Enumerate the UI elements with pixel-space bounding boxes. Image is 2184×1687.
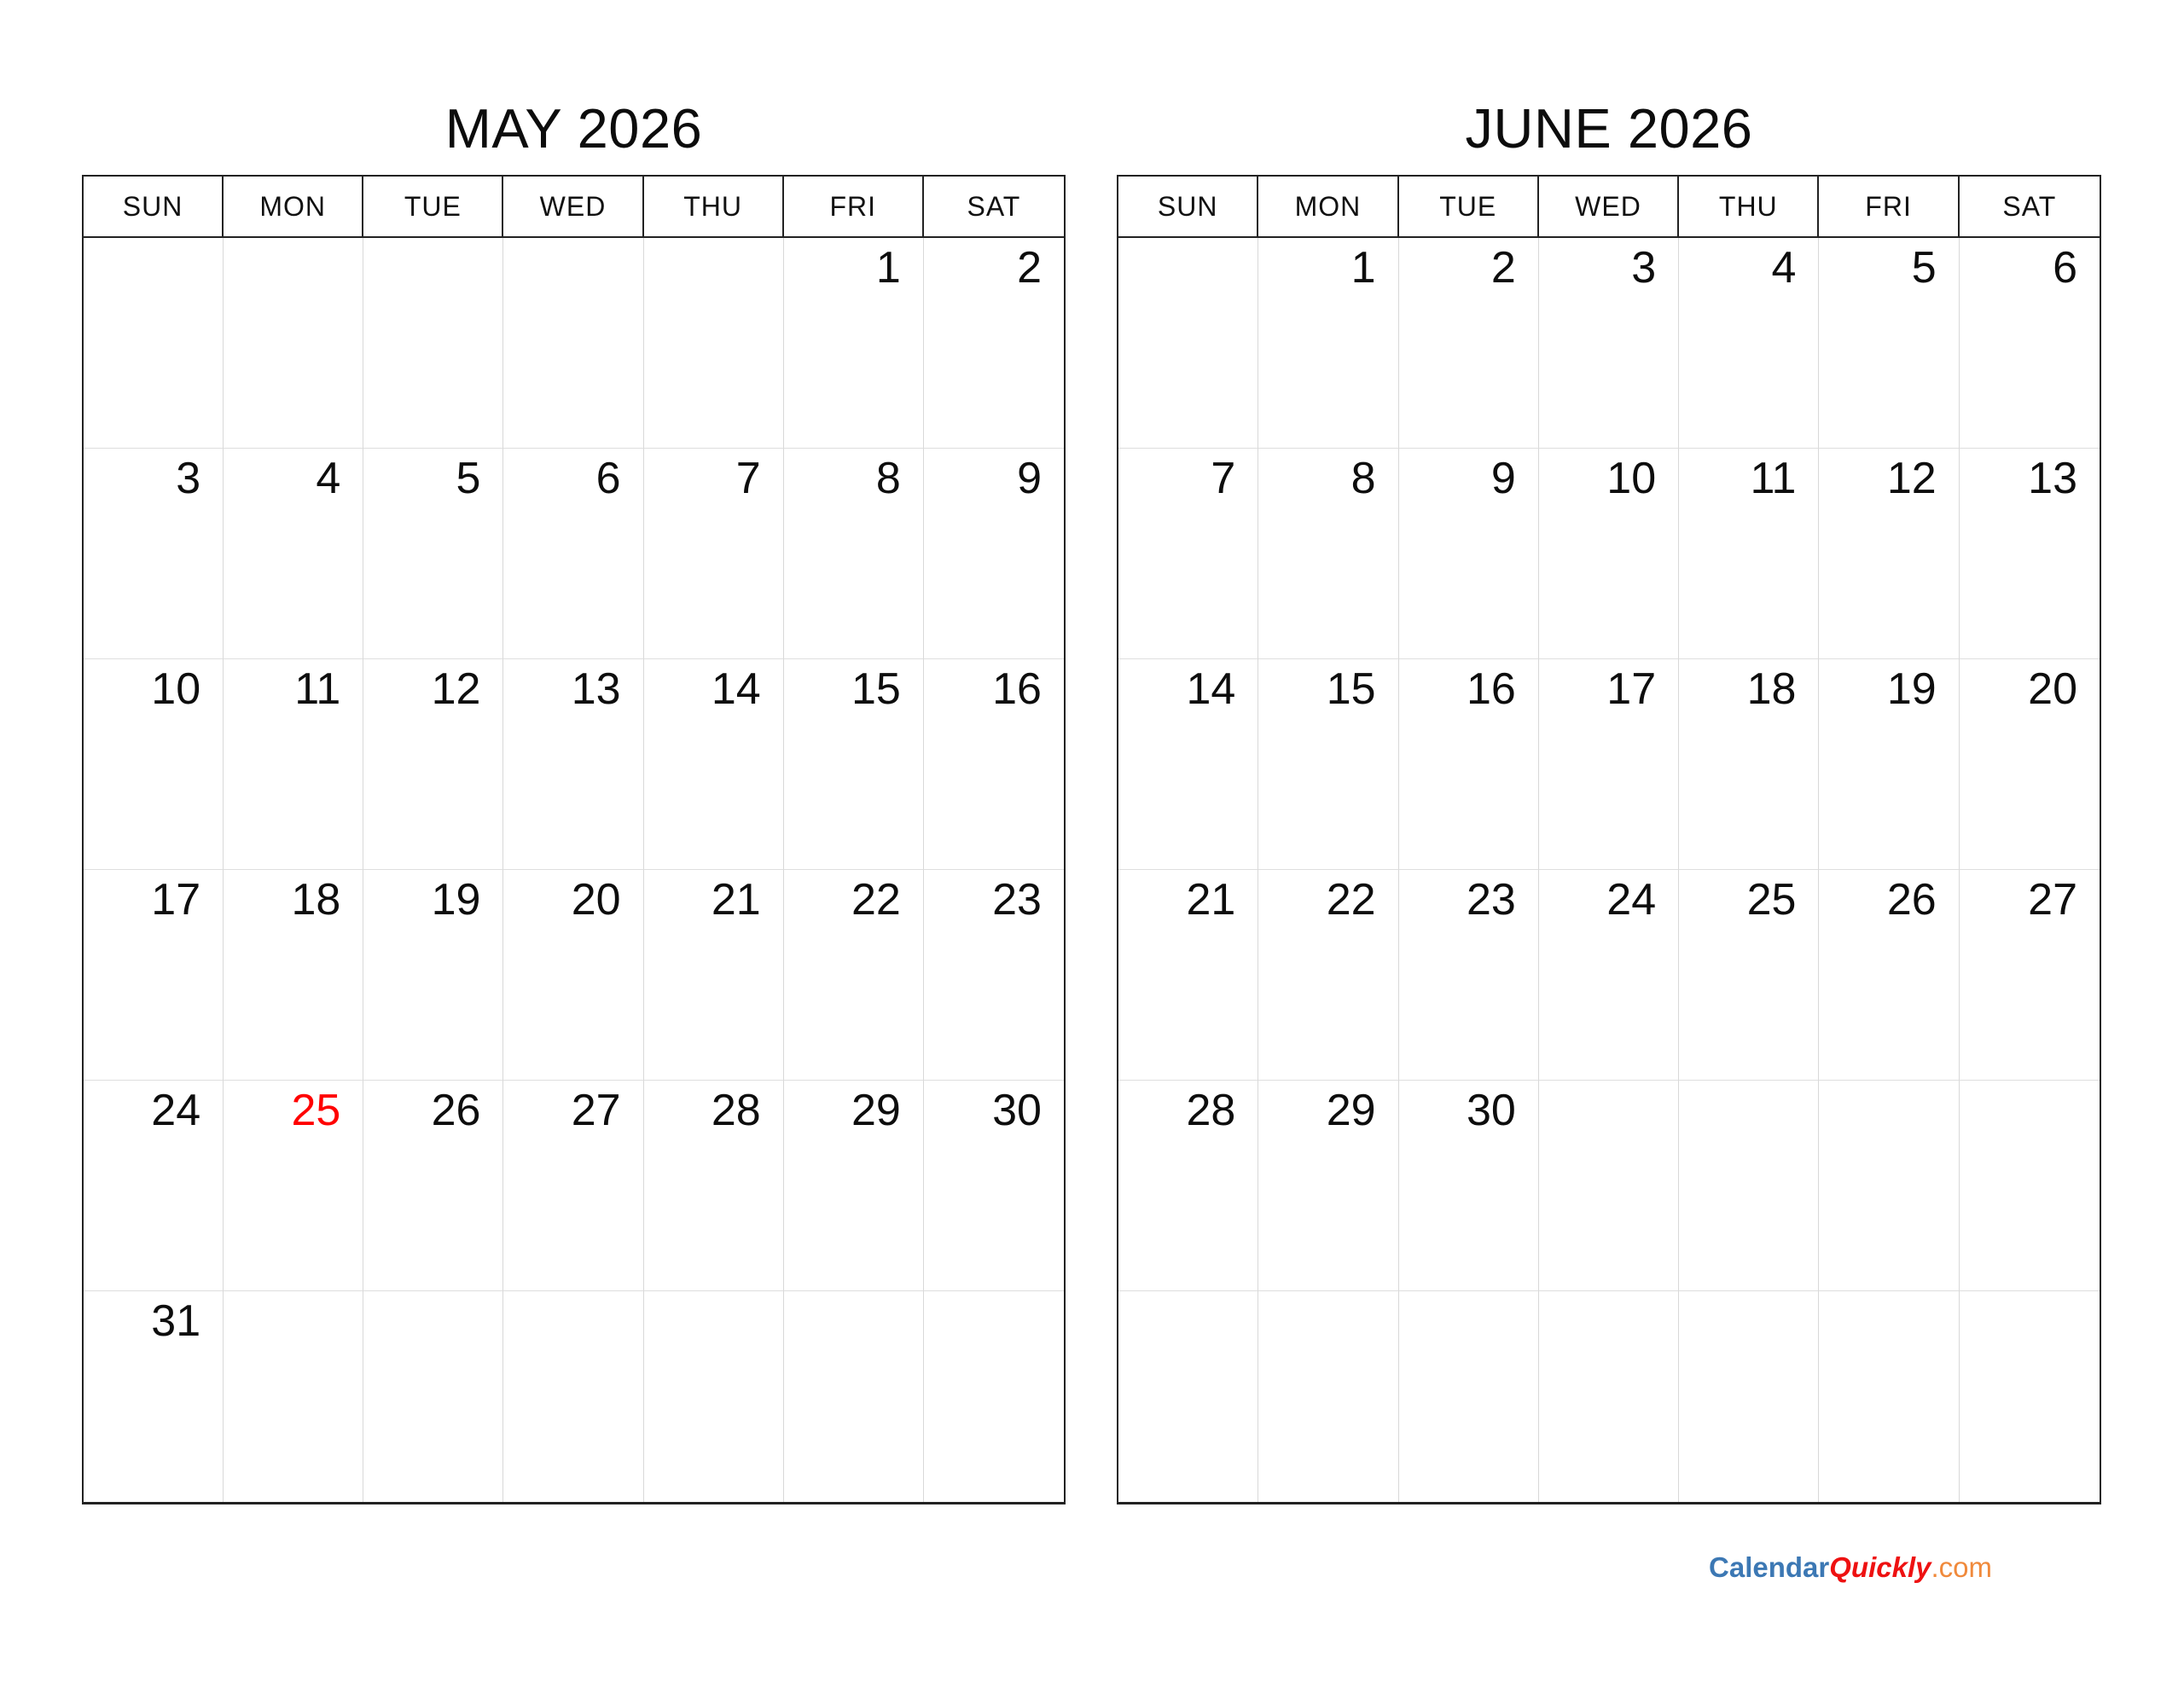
day-cell-empty [1819,1081,1959,1291]
day-cell-28: 28 [1118,1081,1258,1291]
day-cell-empty [1539,1291,1679,1502]
day-cell-empty [363,1291,503,1502]
day-cell-29: 29 [784,1081,924,1291]
day-cell-empty [1118,1291,1258,1502]
day-cell-empty [1679,1291,1819,1502]
day-cell-31: 31 [84,1291,224,1502]
day-cell-empty [644,238,784,449]
weekday-header-mon: MON [1258,177,1398,238]
day-cell-13: 13 [503,659,643,870]
day-cell-25: 25 [224,1081,363,1291]
day-cell-15: 15 [784,659,924,870]
day-cell-21: 21 [1118,870,1258,1081]
day-cell-empty [1118,238,1258,449]
day-cell-3: 3 [84,449,224,659]
day-cell-empty [1960,1291,2100,1502]
day-cell-empty [363,238,503,449]
day-cell-15: 15 [1258,659,1398,870]
day-cell-empty [1679,1081,1819,1291]
day-cell-29: 29 [1258,1081,1398,1291]
day-cell-9: 9 [924,449,1064,659]
day-cell-16: 16 [924,659,1064,870]
day-cell-25: 25 [1679,870,1819,1081]
day-cell-14: 14 [644,659,784,870]
day-cell-empty [784,1291,924,1502]
day-cell-24: 24 [1539,870,1679,1081]
day-cell-empty [924,1291,1064,1502]
day-cell-22: 22 [1258,870,1398,1081]
day-cell-12: 12 [363,659,503,870]
day-cell-empty [1399,1291,1539,1502]
day-cell-2: 2 [1399,238,1539,449]
day-cell-7: 7 [644,449,784,659]
month-may-2026 [82,81,1066,1504]
site-logo[interactable] [1709,1551,1992,1585]
day-cell-19: 19 [363,870,503,1081]
day-cell-30: 30 [924,1081,1064,1291]
month-title: MAY 2026 [444,96,703,159]
day-cell-2: 2 [924,238,1064,449]
weekday-header-sat: SAT [924,177,1064,238]
weekday-header-fri: FRI [784,177,924,238]
month-grid [82,175,1066,1504]
day-cell-30: 30 [1399,1081,1539,1291]
weekday-header-sat: SAT [1960,177,2100,238]
day-cell-empty [1960,1081,2100,1291]
day-cell-empty [503,1291,643,1502]
day-cell-24: 24 [84,1081,224,1291]
day-cell-1: 1 [1258,238,1398,449]
weekday-header-mon: MON [224,177,363,238]
day-cell-1: 1 [784,238,924,449]
day-cell-9: 9 [1399,449,1539,659]
day-cell-22: 22 [784,870,924,1081]
day-cell-19: 19 [1819,659,1959,870]
day-cell-21: 21 [644,870,784,1081]
day-cell-27: 27 [1960,870,2100,1081]
day-cell-20: 20 [1960,659,2100,870]
month-june-2026 [1117,81,2101,1504]
weekday-header-fri: FRI [1819,177,1959,238]
day-cell-26: 26 [1819,870,1959,1081]
day-cell-28: 28 [644,1081,784,1291]
day-cell-14: 14 [1118,659,1258,870]
day-cell-12: 12 [1819,449,1959,659]
day-cell-empty [644,1291,784,1502]
day-cell-empty [224,238,363,449]
day-cell-empty [84,238,224,449]
day-cell-17: 17 [84,870,224,1081]
day-cell-3: 3 [1539,238,1679,449]
day-cell-7: 7 [1118,449,1258,659]
day-cell-10: 10 [1539,449,1679,659]
logo-text-quickly: Quickly [1829,1551,1931,1583]
day-cell-16: 16 [1399,659,1539,870]
month-title: JUNE 2026 [1465,96,1753,159]
logo-text-calendar: Calendar [1709,1551,1830,1583]
day-cell-27: 27 [503,1081,643,1291]
day-cell-4: 4 [224,449,363,659]
day-cell-5: 5 [363,449,503,659]
logo-text-com: .com [1931,1551,1992,1583]
day-cell-23: 23 [924,870,1064,1081]
day-cell-empty [1819,1291,1959,1502]
day-cell-10: 10 [84,659,224,870]
weekday-header-thu: THU [644,177,784,238]
weekday-header-tue: TUE [363,177,503,238]
day-cell-empty [1258,1291,1398,1502]
day-cell-11: 11 [224,659,363,870]
weekday-header-wed: WED [503,177,643,238]
weekday-header-sun: SUN [1118,177,1258,238]
weekday-header-thu: THU [1679,177,1819,238]
day-cell-8: 8 [1258,449,1398,659]
day-cell-17: 17 [1539,659,1679,870]
day-cell-18: 18 [224,870,363,1081]
day-cell-8: 8 [784,449,924,659]
day-cell-20: 20 [503,870,643,1081]
month-grid [1117,175,2101,1504]
weekday-header-wed: WED [1539,177,1679,238]
day-cell-11: 11 [1679,449,1819,659]
weekday-header-sun: SUN [84,177,224,238]
day-cell-18: 18 [1679,659,1819,870]
day-cell-empty [1539,1081,1679,1291]
day-cell-empty [503,238,643,449]
day-cell-5: 5 [1819,238,1959,449]
day-cell-6: 6 [1960,238,2100,449]
day-cell-13: 13 [1960,449,2100,659]
day-cell-empty [224,1291,363,1502]
day-cell-23: 23 [1399,870,1539,1081]
day-cell-6: 6 [503,449,643,659]
day-cell-26: 26 [363,1081,503,1291]
day-cell-4: 4 [1679,238,1819,449]
weekday-header-tue: TUE [1399,177,1539,238]
